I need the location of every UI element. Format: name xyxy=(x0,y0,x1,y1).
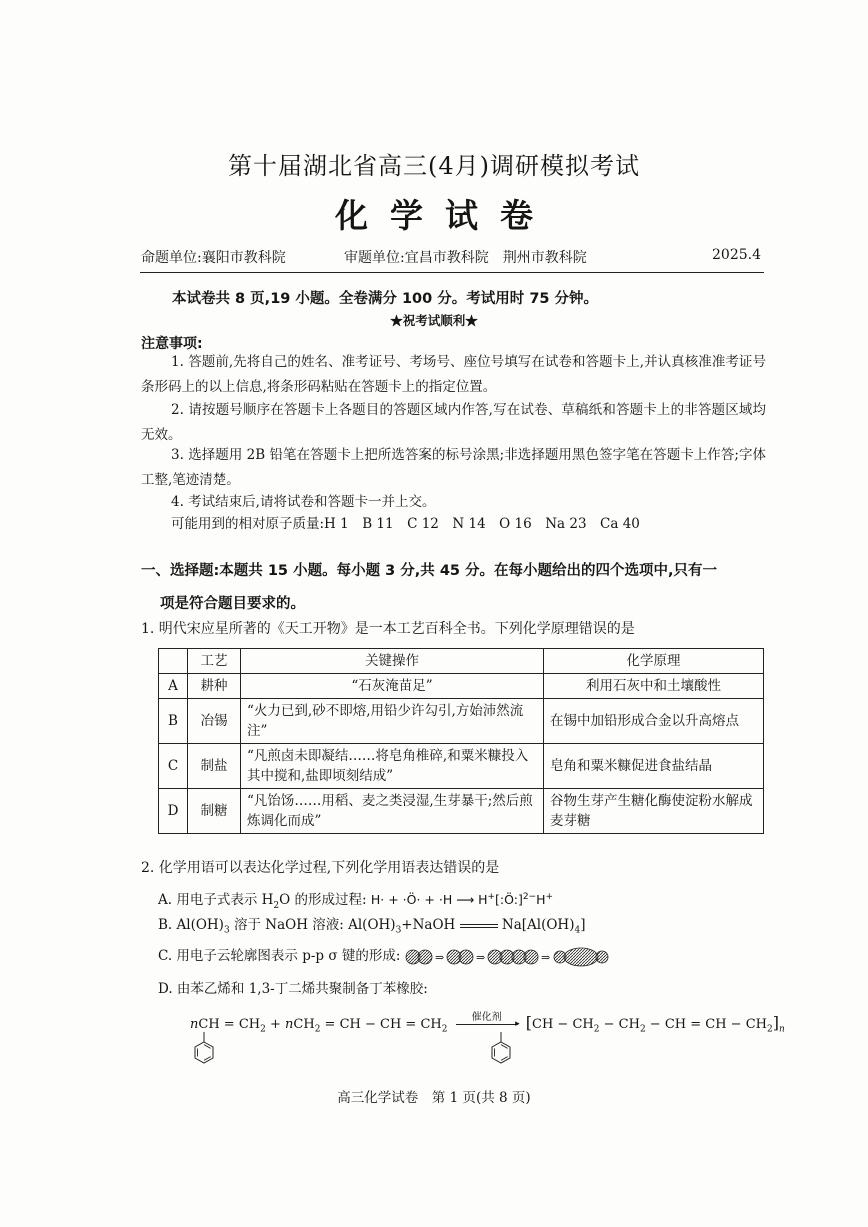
exam-title: 第十届湖北省高三(4月)调研模拟考试 xyxy=(228,152,640,180)
q2-option-a: A. 用电子式表示 $H_2O$ 的形成过程: H· + ·Ö· + ·H ⟶ H+[:Ö:]$^{2-}$H+ xyxy=(158,892,554,911)
benzene-ring-icon xyxy=(193,1032,215,1074)
option-c-label: C. 用电子云轮廓图表示 p-p σ 键的形成: xyxy=(158,948,401,964)
option-letter: C xyxy=(159,744,188,789)
proposer: 命题单位:襄阳市教科院 xyxy=(141,250,286,266)
atomic-masses-text: 可能用到的相对原子质量:H 1 B 11 C 12 N 14 O 16 Na 23 Ca 40 xyxy=(171,516,640,532)
orbital-stage-4 xyxy=(554,948,608,966)
svg-text:⇒: ⇒ xyxy=(475,950,485,964)
copolymer-equation: nCH = $CH_2 + nCH_2$ = CH − CH = $CH_2$ 催化剂 ▸ [$CH - CH_2 - CH_2$ − CH = CH − $CH_2]_n$ xyxy=(190,1013,785,1035)
header-cell xyxy=(159,649,188,674)
orbital-stage-1 xyxy=(406,950,432,964)
header-rule xyxy=(140,272,764,273)
reaction-equation: $Al(OH)_3+NaOH$ $Na[Al(OH)_4]$ xyxy=(348,917,586,936)
q1-table xyxy=(158,648,764,834)
reviewers: 审题单位:宜昌市教科院 荆州市教科院 xyxy=(344,250,587,266)
atomic-masses xyxy=(141,512,766,537)
table-row xyxy=(159,699,764,744)
subject-title: 化学试卷 xyxy=(335,196,555,235)
orbital-stage-2 xyxy=(447,950,473,964)
table-row xyxy=(159,674,764,699)
svg-text:⇒: ⇒ xyxy=(540,950,550,964)
svg-text:⇒: ⇒ xyxy=(434,950,444,964)
exam-date: 2025.4 xyxy=(712,247,761,263)
operation-cell: “凡煎卤未即凝结……将皂角椎碎,和粟米糠投入其中搅和,盐即顷刻结成” xyxy=(241,744,544,789)
good-luck: ★祝考试顺利★ xyxy=(390,313,478,328)
craft-cell: 冶锡 xyxy=(188,699,241,744)
craft-cell: 制糖 xyxy=(188,789,241,834)
operation-cell: “凡饴饧……用稻、麦之类浸湿,生芽暴干;然后煎炼调化而成” xyxy=(241,789,544,834)
header-cell: 关键操作 xyxy=(241,649,544,674)
section-heading-line1: 一、选择题:本题共 15 小题。每小题 3 分,共 45 分。在每小题给出的四个选项中,只有一 xyxy=(141,563,718,579)
option-letter: D xyxy=(159,789,188,834)
craft-cell: 制盐 xyxy=(188,744,241,789)
orbital-stage-3 xyxy=(488,950,538,964)
q2-option-c xyxy=(158,945,766,968)
principle-cell: 利用石灰中和土壤酸性 xyxy=(544,674,764,699)
operation-cell: “石灰淹苗足” xyxy=(241,674,544,699)
option-letter: A xyxy=(159,674,188,699)
section-heading-line2: 项是符合题目要求的。 xyxy=(160,596,305,612)
note-text: 1. 答题前,先将自己的姓名、准考证号、考场号、座位号填写在试卷和答题卡上,并认真核准准考证号条形码上的以上信息,将条形码粘贴在答题卡上的指定位置。 xyxy=(141,354,766,395)
note-item xyxy=(141,350,766,400)
operation-cell: “火力已到,砂不即熔,用铅少许勾引,方始沛然流注” xyxy=(241,699,544,744)
principle-cell: 在锡中加铅形成合金以升高熔点 xyxy=(544,699,764,744)
option-a-label: A. 用电子式表示 H xyxy=(158,892,274,909)
principle-cell: 皂角和粟米糠促进食盐结晶 xyxy=(544,744,764,789)
notes-heading: 注意事项: xyxy=(141,336,203,352)
option-letter: B xyxy=(159,699,188,744)
table-header-row xyxy=(159,649,764,674)
option-b-label: B. Al(OH) xyxy=(158,917,224,933)
note-text: 3. 选择题用 2B 铅笔在答题卡上把所选答案的标号涂黑;非选择题用黑色签字笔在答题卡上作答;字体工整,笔迹清楚。 xyxy=(141,447,766,488)
q1-stem: 1. 明代宋应星所著的《天工开物》是一本工艺百科全书。下列化学原理错误的是 xyxy=(141,621,635,637)
exam-intro: 本试卷共 8 页,19 小题。全卷满分 100 分。考试用时 75 分钟。 xyxy=(172,291,599,307)
craft-cell: 耕种 xyxy=(188,674,241,699)
p-p-sigma-orbital-diagram xyxy=(405,946,610,968)
option-b-label-mid: 溶于 NaOH 溶液: xyxy=(229,917,344,933)
catalyst-label: 催化剂 xyxy=(471,1012,502,1023)
principle-cell: 谷物生芽产生糖化酶使淀粉水解成麦芽糖 xyxy=(544,789,764,834)
note-text: 2. 请按题号顺序在答题卡上各题目的答题区域内作答,写在试卷、草稿纸和答题卡上的非答题区域均无效。 xyxy=(141,402,766,443)
option-a-label-suffix: O 的形成过程: xyxy=(279,892,367,909)
page-footer: 高三化学试卷 第 1 页(共 8 页) xyxy=(337,1090,531,1106)
header-cell: 工艺 xyxy=(188,649,241,674)
q2-stem: 2. 化学用语可以表达化学过程,下列化学用语表达错误的是 xyxy=(141,860,500,876)
benzene-ring-icon xyxy=(490,1032,512,1074)
electron-formula: H· + ·Ö· + ·H ⟶ H+[:Ö:]$^{2-}$H+ xyxy=(370,892,554,908)
table-row xyxy=(159,789,764,834)
note-item xyxy=(141,443,766,493)
q2-option-b: B. $Al(OH)_3$ 溶于 NaOH 溶液: $Al(OH)_3+NaOH$ $Na[Al(OH)_4]$ xyxy=(158,917,586,936)
table-row xyxy=(159,744,764,789)
catalyst-arrow: 催化剂 ▸ xyxy=(456,1024,518,1025)
q2-option-d: D. 由苯乙烯和 1,3-丁二烯共聚制备丁苯橡胶: xyxy=(158,981,428,997)
header-cell: 化学原理 xyxy=(544,649,764,674)
note-item xyxy=(141,398,766,448)
note-text: 4. 考试结束后,请将试卷和答题卡一并上交。 xyxy=(171,494,436,510)
